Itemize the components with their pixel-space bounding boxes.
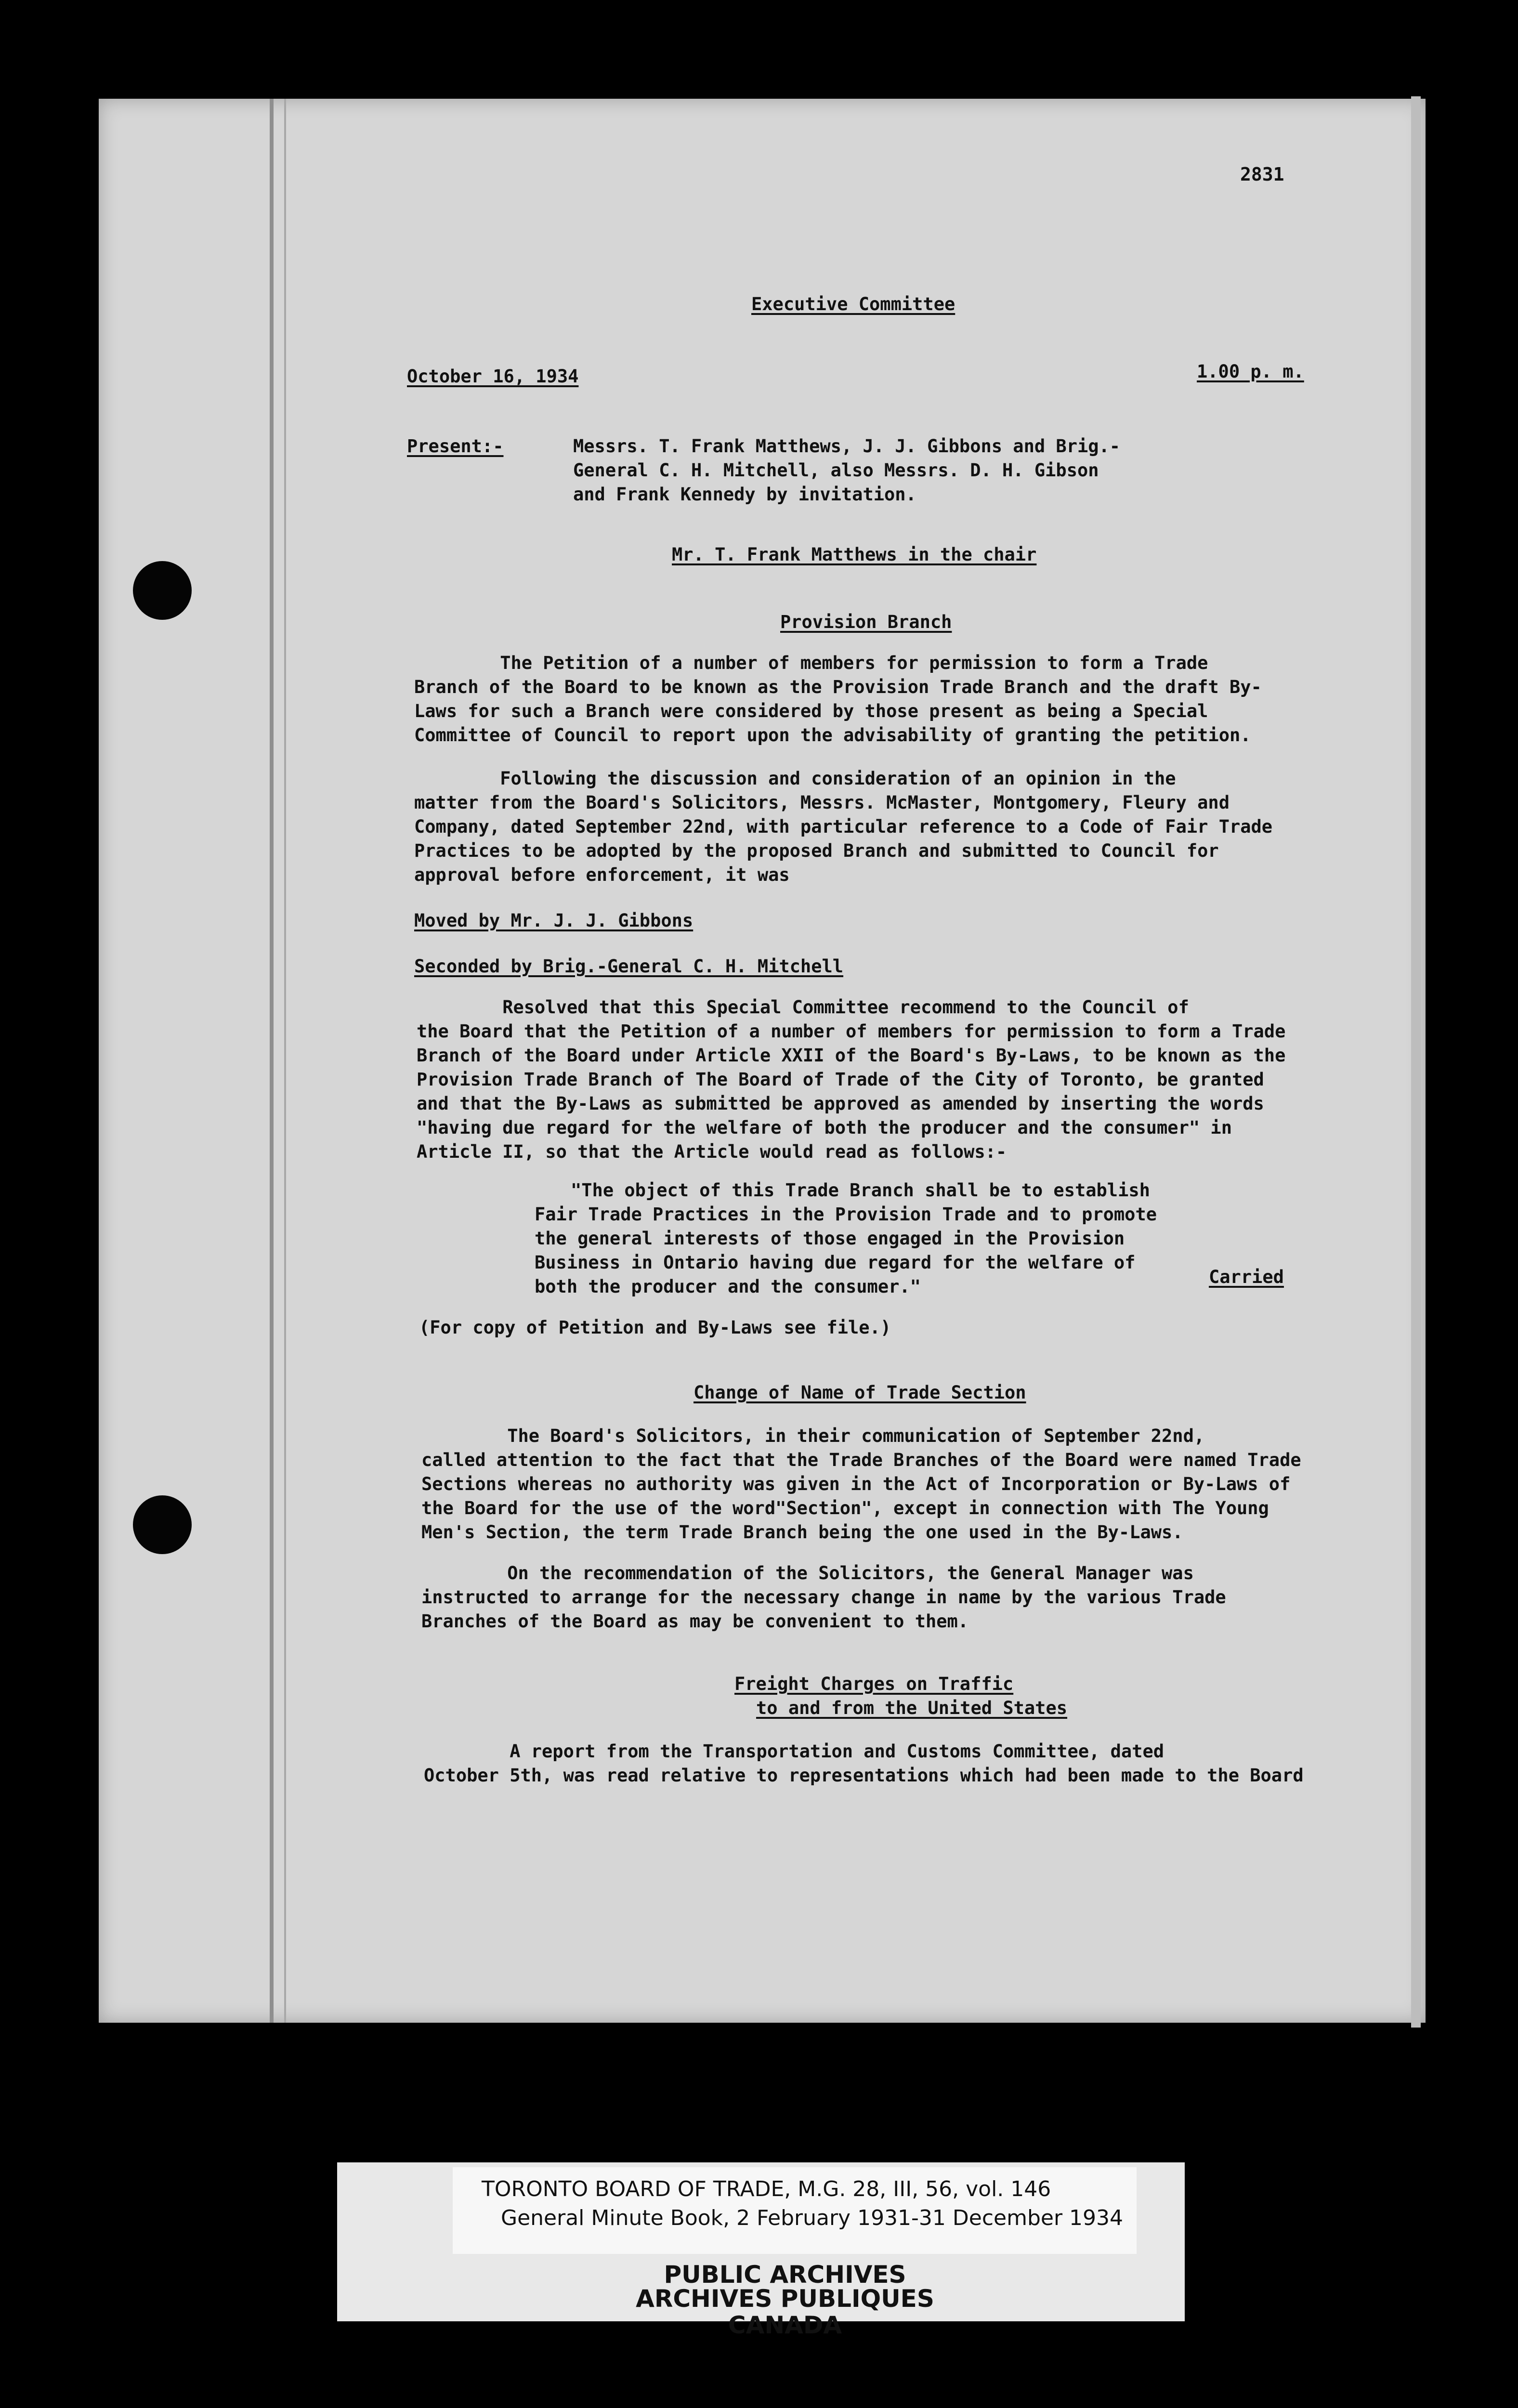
paragraph-line: Branches of the Board as may be convenient to them.	[421, 1611, 969, 1632]
paragraph-line: Company, dated September 22nd, with particular reference to a Code of Fair Trade	[414, 816, 1273, 837]
margin-rule-secondary	[284, 99, 286, 2023]
archive-stamp-line: ARCHIVES PUBLIQUES	[636, 2285, 934, 2313]
quote-line: Business in Ontario having due regard for the welfare of	[535, 1252, 1136, 1273]
resolution-line: Provision Trade Branch of The Board of Trade of the City of Toronto, be granted	[417, 1069, 1264, 1090]
resolution-line: Resolved that this Special Committee recommend to the Council of	[417, 997, 1189, 1018]
paragraph-line: called attention to the fact that the Trade Branches of the Board were named Trade	[421, 1450, 1301, 1470]
section-heading: Freight Charges on Traffic	[734, 1674, 1014, 1694]
moved-by: Moved by Mr. J. J. Gibbons	[414, 910, 694, 931]
paragraph-line: the Board for the use of the word"Section", except in connection with The Young	[421, 1498, 1269, 1518]
present-line: General C. H. Mitchell, also Messrs. D. H. Gibson	[573, 460, 1099, 481]
punch-hole-icon	[133, 1495, 192, 1554]
paragraph-line: October 5th, was read relative to representations which had been made to the Board	[424, 1765, 1304, 1786]
quote-line: the general interests of those engaged in the Provision	[535, 1228, 1125, 1249]
resolution-line: "having due regard for the welfare of both the producer and the consumer" in	[417, 1117, 1232, 1138]
paragraph-line: The Petition of a number of members for permission to form a Trade	[414, 653, 1208, 673]
paragraph-line: Practices to be adopted by the proposed Branch and submitted to Council for	[414, 840, 1219, 861]
archive-stamp-line: PUBLIC ARCHIVES	[664, 2261, 906, 2289]
section-heading: Change of Name of Trade Section	[694, 1382, 1026, 1403]
paragraph-line: Men's Section, the term Trade Branch being the one used in the By-Laws.	[421, 1522, 1183, 1543]
resolution-line: and that the By-Laws as submitted be approved as amended by inserting the words	[417, 1093, 1264, 1114]
punch-hole-icon	[133, 561, 192, 620]
page-title: Executive Committee	[751, 294, 955, 314]
archive-stamp-line: CANADA	[728, 2311, 842, 2339]
paragraph-line: approval before enforcement, it was	[414, 864, 790, 885]
resolution-line: Article II, so that the Article would read as follows:-	[417, 1141, 1007, 1162]
file-note: (For copy of Petition and By-Laws see file.)	[419, 1317, 891, 1338]
paragraph-line: The Board's Solicitors, in their communication of September 22nd,	[421, 1426, 1205, 1446]
paragraph-line: instructed to arrange for the necessary change in name by the various Trade	[421, 1587, 1226, 1608]
present-line: Messrs. T. Frank Matthews, J. J. Gibbons and Brig.-	[573, 436, 1121, 457]
paragraph-line: Committee of Council to report upon the advisability of granting the petition.	[414, 725, 1251, 746]
paragraph-line: Sections whereas no authority was given in the Act of Incorporation or By-Laws of	[421, 1474, 1291, 1494]
archive-description: General Minute Book, 2 February 1931-31 December 1934	[501, 2206, 1124, 2230]
resolution-line: the Board that the Petition of a number of members for permission to form a Trade	[417, 1021, 1286, 1042]
page-number: 2831	[1240, 164, 1284, 185]
paragraph-line: Branch of the Board to be known as the Provision Trade Branch and the draft By-	[414, 677, 1262, 697]
quote-line: Fair Trade Practices in the Provision Trade and to promote	[535, 1204, 1157, 1225]
paragraph-line: On the recommendation of the Solicitors, the General Manager was	[421, 1563, 1194, 1584]
quote-line: both the producer and the consumer."	[535, 1276, 921, 1297]
paragraph-line: Following the discussion and consideration of an opinion in the	[414, 768, 1176, 789]
resolution-line: Branch of the Board under Article XXII of the Board's By-Laws, to be known as the	[417, 1045, 1286, 1066]
section-heading: Provision Branch	[780, 612, 952, 632]
seconded-by: Seconded by Brig.-General C. H. Mitchell	[414, 956, 844, 977]
paragraph-line: matter from the Board's Solicitors, Messrs. McMaster, Montgomery, Fleury and	[414, 792, 1230, 813]
carried-mark: Carried	[1209, 1267, 1284, 1287]
quote-line: "The object of this Trade Branch shall be to establish	[571, 1180, 1150, 1201]
meeting-time: 1.00 p. m.	[1197, 361, 1304, 382]
present-label: Present:-	[407, 436, 504, 457]
paragraph-line: A report from the Transportation and Customs Committee, dated	[424, 1741, 1165, 1762]
section-heading: to and from the United States	[756, 1698, 1068, 1718]
paragraph-line: Laws for such a Branch were considered by those present as being a Special	[414, 701, 1208, 721]
meeting-date: October 16, 1934	[407, 366, 579, 387]
present-line: and Frank Kennedy by invitation.	[573, 484, 916, 505]
margin-rule	[270, 99, 274, 2023]
archive-reference: TORONTO BOARD OF TRADE, M.G. 28, III, 56, vol. 146	[482, 2177, 1051, 2201]
page-edge	[1411, 96, 1421, 2028]
chair-heading: Mr. T. Frank Matthews in the chair	[672, 544, 1037, 565]
